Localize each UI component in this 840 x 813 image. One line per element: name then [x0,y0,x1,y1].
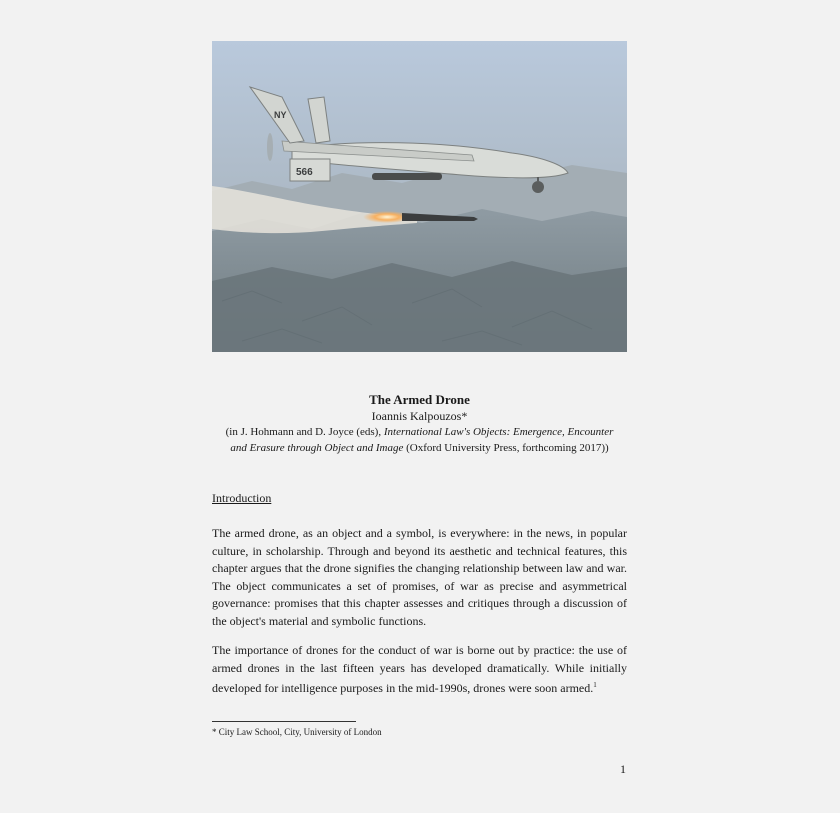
footnote: * City Law School, City, University of London [212,727,382,737]
citation [212,424,627,456]
body-paragraph [212,642,627,698]
title-block [212,392,627,456]
page-number: 1 [620,762,626,776]
citation-prefix: (in J. Hohmann and D. Joyce (eds), [225,426,384,438]
body-paragraph: The armed drone, as an object and a symbol, is everywhere: in the news, in popular culture, in scholarship. Through and beyond its aesthetic and technical features, this chapter argues that the drone signifies the changing relationship between law and war. The object communicates a set of promises, of war as precise and asymmetrical governance: promises that this chapter assesses and critiques through a discussion of the object's material and symbolic functions. [212,526,627,628]
fuselage-number: 566 [296,167,313,178]
footnote-divider [212,721,356,722]
footnote-marker: 1 [593,681,597,690]
tail-text: NY [274,110,287,120]
citation-suffix: (Oxford University Press, forthcoming 2017)) [403,442,609,454]
section-heading: Introduction [212,491,272,505]
author-name: Ioannis Kalpouzos* [371,409,468,423]
citation-book-title: International Law's Objects: Emergence, Encounter and Erasure through Object and Image [230,426,614,454]
document-title: The Armed Drone [369,392,470,407]
armed-drone-photo-icon [212,41,627,352]
drone-photo [212,41,627,352]
body-paragraph-text: The importance of drones for the conduct of war is borne out by practice: the use of armed drones in the last fifteen years has developed dramatically. While initially developed for intelligence purposes in the mid-1990s, drones were soon armed. [212,643,627,696]
